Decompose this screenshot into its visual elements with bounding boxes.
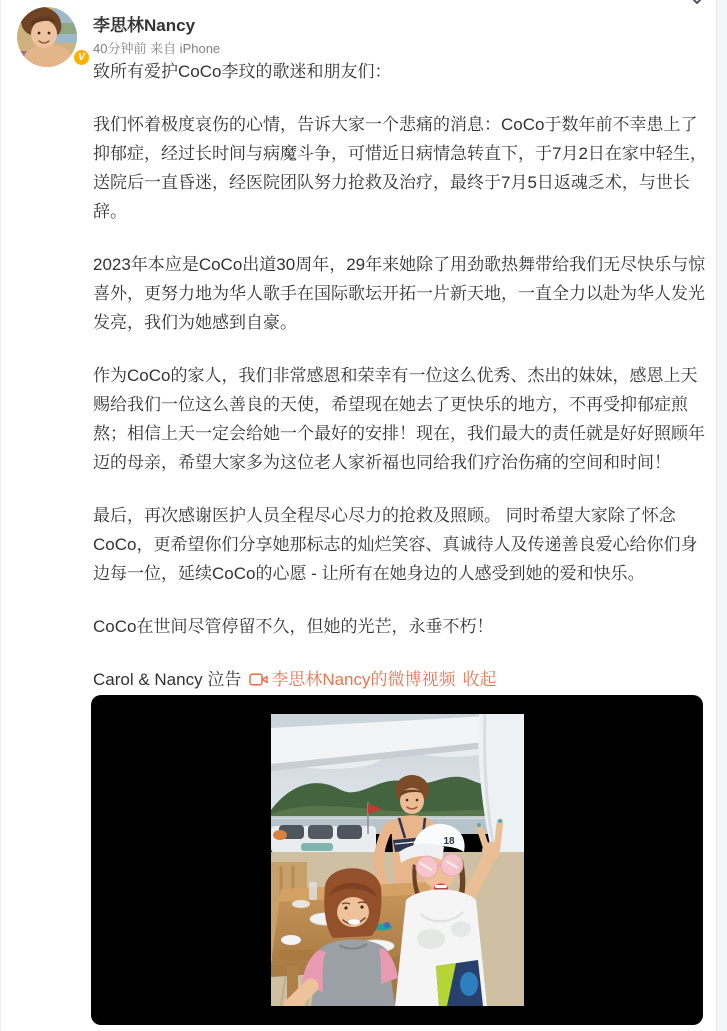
video-camera-icon — [249, 667, 268, 696]
verified-v-badge: V — [72, 48, 91, 67]
author-name[interactable]: 李思林Nancy — [93, 16, 196, 35]
cap-number-text: 18 — [442, 836, 455, 847]
weibo-video-link[interactable] — [249, 670, 455, 689]
avatar[interactable] — [17, 7, 77, 67]
video-link-label: 李思林Nancy的微博视频 — [271, 670, 456, 689]
signature-text: Carol & Nancy 泣告 — [93, 670, 242, 689]
paragraph-tribute: CoCo在世间尽管停留不久，但她的光芒，永垂不朽！ — [93, 617, 494, 636]
video-player[interactable] — [91, 695, 703, 1025]
post-content — [93, 57, 711, 696]
collapse-link[interactable]: 收起 — [462, 670, 497, 689]
paragraph-greeting: 致所有爱护CoCo李玟的歌迷和朋友们： — [93, 62, 392, 81]
paragraph-career: 2023年本应是CoCo出道30周年，29年来她除了用劲歌热舞带给我们无尽快乐与惊喜外，更努力地为华人歌手在国际歌坛开拓一片新天地，一直全力以赴为华人发光发亮，我们为她感到自豪。 — [93, 255, 706, 332]
paragraph-announcement: 我们怀着极度哀伤的心情，告诉大家一个悲痛的消息：CoCo于数年前不幸患上了抑郁症，经过长时间与病魔斗争，可惜近日病情急转直下，于7月2日在家中轻生，送院后一直昏迷，经医院团队努力抢救及治疗，最终于7月5日返魂乏术，与世长辞。 — [93, 115, 707, 221]
paragraph-family: 作为CoCo的家人，我们非常感恩和荣幸有一位这么优秀、杰出的妹妹，感恩上天赐给我们一位这么善良的天使，希望现在她去了更快乐的地方，不再受抑郁症煎熬；相信上天一定会给她一个最好的安排！现在，我们最大的责任就是好好照顾年迈的母亲，希望大家多为这位老人家祈福也同给我们疗治伤痛的空间和时间！ — [93, 366, 705, 472]
video-poster-photo — [271, 714, 524, 1006]
post-time-source[interactable]: 40分钟前 来自 iPhone — [93, 41, 221, 56]
signature-line — [93, 665, 711, 696]
post-more-chevron-down-icon[interactable] — [687, 0, 707, 9]
page-right-gutter — [716, 0, 727, 1031]
paragraph-thanks: 最后，再次感谢医护人员全程尽心尽力的抢救及照顾。 同时希望大家除了怀念CoCo，更希望你们分享她那标志的灿烂笑容、真诚待人及传递善良爱心给你们身边每一位，延续CoCo的心愿 - 让所有在她身边的人感受到她的爱和快乐。 — [93, 506, 698, 583]
